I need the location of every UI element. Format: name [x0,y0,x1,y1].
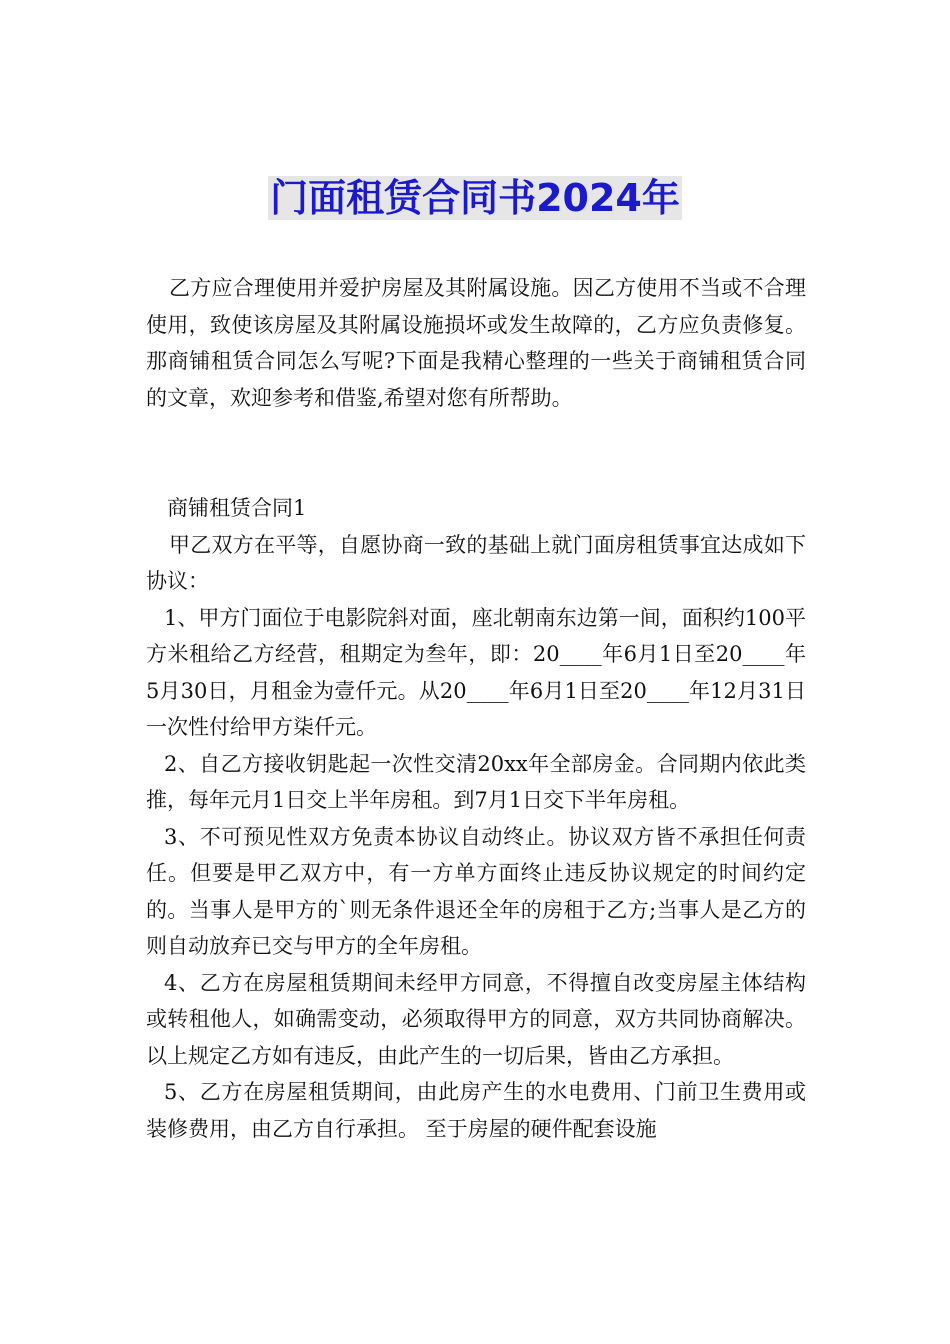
contract-clause-5: 5、乙方在房屋租赁期间，由此房产生的水电费用、门前卫生费用或装修费用，由乙方自行承担。 至于房屋的硬件配套设施 [146,1080,806,1141]
contract-clause-2: 2、自乙方接收钥匙起一次性交清20xx年全部房金。合同期内依此类推，每年元月1日交上半年房租。到7月1日交下半年房租。 [146,751,806,812]
document-title: 门面租赁合同书2024年 [270,176,680,220]
intro-section [146,270,806,416]
contract-paragraph: 甲乙双方在平等，自愿协商一致的基础上就门面房租赁事宜达成如下协议： [146,532,806,593]
contract-clause-3: 3、不可预见性双方免责本协议自动终止。协议双方皆不承担任何责任。但要是甲乙双方中，有一方单方面终止违反协议规定的时间约定的。当事人是甲方的`则无条件退还全年的房租于乙方;当事人是乙方的则自动放弃已交与甲方的全年房租。 [146,824,806,958]
contract-clause-4: 4、乙方在房屋租赁期间未经甲方同意，不得擅自改变房屋主体结构或转租他人，如确需变动，必须取得甲方的同意，双方共同协商解决。以上规定乙方如有违反，由此产生的一切后果，皆由乙方承担。 [146,970,806,1068]
title-container [0,176,950,220]
section-heading: 商铺租赁合同1 [167,496,307,520]
contract-clause-1: 1、甲方门面位于电影院斜对面，座北朝南东边第一间，面积约100平方米租给乙方经营，租期定为叁年，即：20____年6月1日至20____年5月30日，月租金为壹仟元。从20____年6月1日至20____年12月31日一次性付给甲方柒仟元。 [146,605,806,739]
contract-section [146,490,806,1147]
intro-paragraph: 乙方应合理使用并爱护房屋及其附属设施。因乙方使用不当或不合理使用，致使该房屋及其附属设施损坏或发生故障的，乙方应负责修复。那商铺租赁合同怎么写呢?下面是我精心整理的一些关于商铺租赁合同的文章，欢迎参考和借鉴,希望对您有所帮助。 [146,276,806,410]
